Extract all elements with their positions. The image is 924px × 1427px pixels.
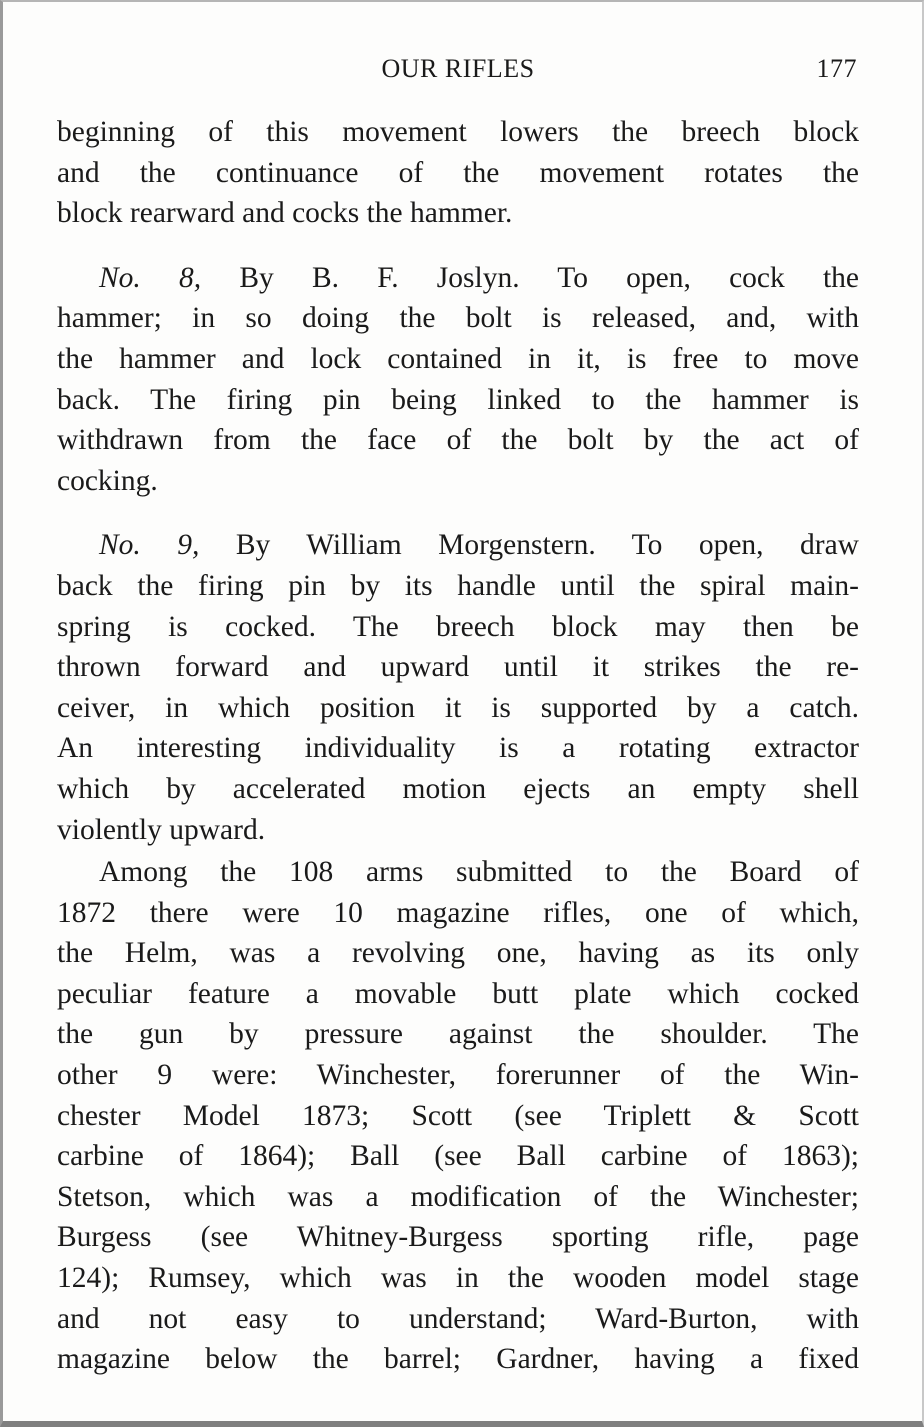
text-line: Among the 108 arms submitted to the Board of <box>99 856 859 889</box>
text-line: which by accelerated motion ejects an empty shell <box>57 772 859 805</box>
text-line: the Helm, was a revolving one, having as its only <box>57 937 859 970</box>
text-line: withdrawn from the face of the bolt by the act of <box>57 424 859 457</box>
text-line: spring is cocked. The breech block may then be <box>57 610 859 643</box>
text-line-rest: By B. F. Joslyn. To open, cock the <box>239 261 859 294</box>
text-line: the hammer and lock contained in it, is free to move <box>57 342 859 375</box>
text-line: back. The firing pin being linked to the hammer is <box>57 383 859 416</box>
text-line <box>57 525 859 566</box>
text-line: the gun by pressure against the shoulder. The <box>57 1018 859 1051</box>
text-line: chester Model 1873; Scott (see Triplett & Scott <box>57 1099 859 1132</box>
paragraph-no-8 <box>57 258 859 502</box>
text-line: block rearward and cocks the hammer. <box>57 197 513 230</box>
text-line: carbine of 1864); Ball (see Ball carbine of 1863); <box>57 1140 859 1173</box>
text-line <box>57 258 859 299</box>
text-line: and not easy to understand; Ward-Burton, with <box>57 1302 859 1335</box>
text-line-rest: By William Morgenstern. To open, draw <box>235 529 859 562</box>
text-line: beginning of this movement lowers the breech block <box>57 116 859 148</box>
text-line: 1872 there were 10 magazine rifles, one of which, <box>57 896 859 929</box>
text-line: back the firing pin by its handle until the spiral main- <box>57 569 859 602</box>
page-number: 177 <box>816 54 857 83</box>
paragraph-magazine-rifles <box>57 852 859 1380</box>
text-line: violently upward. <box>57 813 266 846</box>
text-line: thrown forward and upward until it strikes the re- <box>57 651 859 684</box>
text-line: other 9 were: Winchester, forerunner of the Win- <box>57 1059 859 1092</box>
text-line: Stetson, which was a modification of the Winchester; <box>57 1180 859 1213</box>
running-title: OUR RIFLES <box>381 54 535 83</box>
text-line: 124); Rumsey, which was in the wooden model stage <box>57 1262 859 1295</box>
text-line: peculiar feature a movable butt plate which cocked <box>57 977 859 1010</box>
running-head <box>55 54 861 90</box>
text-line: and the continuance of the movement rotates the <box>57 156 859 189</box>
text-line: magazine below the barrel; Gardner, having a fixed <box>57 1343 859 1376</box>
paragraph-continuation <box>57 112 859 234</box>
text-line: An interesting individuality is a rotating extractor <box>57 732 859 765</box>
text-line: Burgess (see Whitney-Burgess sporting rifle, page <box>57 1221 859 1254</box>
text-line: cocking. <box>57 464 158 497</box>
text-line: ceiver, in which position it is supported by a catch. <box>57 691 859 724</box>
text-line: hammer; in so doing the bolt is released, and, with <box>57 302 859 335</box>
item-number: No. 9, <box>99 529 200 562</box>
item-number: No. 8, <box>99 261 202 294</box>
body-text <box>57 112 859 1380</box>
paragraph-no-9 <box>57 525 859 850</box>
